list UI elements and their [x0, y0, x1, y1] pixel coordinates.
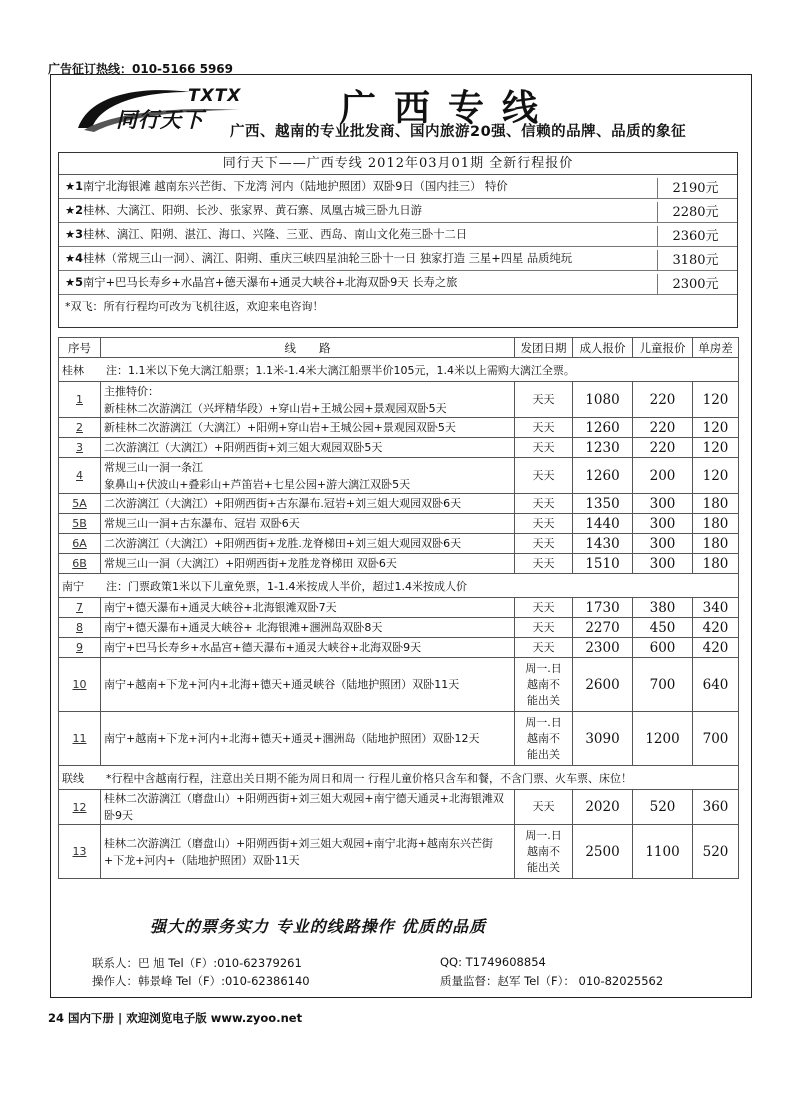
departure-cell — [515, 418, 573, 438]
section-note: *行程中含越南行程，注意出关日期不能为周日和周一 行程儿童价格只含车和餐，不含门票、火车票、床位！ — [106, 771, 632, 785]
single-supplement: 120 — [693, 438, 739, 458]
row-number: 1 — [59, 382, 101, 418]
departure-cell — [515, 790, 573, 825]
row-number: 7 — [59, 598, 101, 618]
promo-box — [58, 152, 738, 328]
brand-slogan: 广西、越南的专业批发商、国内旅游20强、信赖的品牌、品质的象征 — [230, 124, 687, 140]
route-line: 主推特价： — [104, 384, 159, 398]
child-price: 200 — [633, 458, 693, 494]
promo-item-text — [65, 247, 651, 271]
price-table — [58, 337, 739, 879]
row-number: 6B — [59, 554, 101, 574]
route-cell — [101, 438, 515, 458]
row-number: 10 — [59, 658, 101, 712]
table-row — [59, 438, 739, 458]
section-name: 联线 — [62, 771, 84, 785]
promo-heading: 同行天下——广西专线 2012年03月01期 全新行程报价 — [59, 153, 737, 175]
table-row — [59, 534, 739, 554]
table-header-row — [59, 338, 739, 358]
single-supplement: 360 — [693, 790, 739, 825]
table-row — [59, 790, 739, 825]
promo-item — [59, 175, 737, 199]
departure-cell — [515, 382, 573, 418]
row-number: 5A — [59, 494, 101, 514]
child-price: 1200 — [633, 712, 693, 766]
single-supplement: 340 — [693, 598, 739, 618]
col-header-single-supplement: 单房差 — [693, 338, 739, 358]
section-row — [59, 358, 739, 382]
departure-text: 天天 — [532, 468, 555, 482]
table-row — [59, 458, 739, 494]
section-row — [59, 574, 739, 598]
child-price: 600 — [633, 638, 693, 658]
route-line: 南宁+巴马长寿乡+水晶宫+德天瀑布+通灵大峡谷+北海双卧9天 — [104, 641, 422, 654]
child-price: 520 — [633, 790, 693, 825]
child-price: 1100 — [633, 825, 693, 879]
company-logo — [70, 84, 250, 134]
route-line: 二次游漓江（大漓江）+阳朔西街+龙胜.龙脊梯田+刘三姐大观园双卧6天 — [104, 537, 462, 550]
route-line: 南宁+越南+下龙+河内+北海+德天+通灵峡谷（陆地护照团）双卧11天 — [104, 678, 460, 691]
route-cell — [101, 554, 515, 574]
route-line: 南宁+德天瀑布+通灵大峡谷+北海银滩双卧7天 — [104, 601, 337, 614]
departure-text: 天天 — [532, 420, 555, 434]
adult-price: 2300 — [573, 638, 633, 658]
adult-price: 1260 — [573, 458, 633, 494]
departure-cell — [515, 712, 573, 766]
single-supplement: 520 — [693, 825, 739, 879]
table-row — [59, 825, 739, 879]
child-price: 300 — [633, 514, 693, 534]
brand-header — [60, 80, 750, 142]
route-cell — [101, 658, 515, 712]
departure-cell — [515, 514, 573, 534]
single-supplement: 120 — [693, 382, 739, 418]
departure-cell — [515, 458, 573, 494]
table-row — [59, 712, 739, 766]
col-header-child-price: 儿童报价 — [633, 338, 693, 358]
child-price: 450 — [633, 618, 693, 638]
route-cell — [101, 494, 515, 514]
table-row — [59, 554, 739, 574]
promo-item-text — [65, 199, 651, 223]
col-header-departure: 发团日期 — [515, 338, 573, 358]
promo-item — [59, 271, 737, 295]
promo-item-price: 3180元 — [657, 250, 733, 270]
promo-item-price: 2300元 — [657, 274, 733, 294]
departure-cell — [515, 825, 573, 879]
promo-item-mark: ★5 — [65, 276, 83, 289]
route-line: 桂林二次游漓江（磨盘山）+阳朔西街+刘三姐大观园+南宁北海+越南东兴芒街+下龙+河内+（陆地护照团）双卧11天 — [104, 836, 493, 867]
route-cell — [101, 638, 515, 658]
adult-price: 1350 — [573, 494, 633, 514]
promo-item-price: 2190元 — [657, 178, 733, 198]
adult-price: 1430 — [573, 534, 633, 554]
route-line: 常规三山一洞+古东瀑布、冠岩 双卧6天 — [104, 517, 300, 530]
promo-item-mark: ★3 — [65, 228, 83, 241]
route-line: 二次游漓江（大漓江）+阳朔西街+刘三姐大观园双卧5天 — [104, 441, 383, 454]
adult-price: 1260 — [573, 418, 633, 438]
adult-price: 1080 — [573, 382, 633, 418]
route-cell — [101, 618, 515, 638]
section-note-cell — [59, 574, 739, 598]
departure-text: 天天 — [532, 640, 555, 654]
route-line: 南宁+越南+下龙+河内+北海+德天+通灵+涠洲岛（陆地护照团）双卧12天 — [104, 732, 480, 745]
child-price: 220 — [633, 438, 693, 458]
adult-price: 1230 — [573, 438, 633, 458]
page-title: 广西专线 — [340, 87, 557, 129]
col-header-no: 序号 — [59, 338, 101, 358]
promo-item-mark: ★4 — [65, 252, 83, 265]
departure-text: 天天 — [532, 620, 555, 634]
row-number: 3 — [59, 438, 101, 458]
route-line: 常规三山一洞（大漓江）+阳朔西街+龙胜龙脊梯田 双卧6天 — [104, 557, 397, 570]
single-supplement: 180 — [693, 514, 739, 534]
promo-item — [59, 247, 737, 271]
col-header-adult-price: 成人报价 — [573, 338, 633, 358]
row-number: 5B — [59, 514, 101, 534]
row-number: 8 — [59, 618, 101, 638]
promo-item — [59, 223, 737, 247]
child-price: 300 — [633, 494, 693, 514]
single-supplement: 180 — [693, 554, 739, 574]
departure-text: 天天 — [532, 536, 555, 550]
child-price: 220 — [633, 382, 693, 418]
row-number: 2 — [59, 418, 101, 438]
promo-item-desc: 南宁北海银滩 越南东兴芒街、下龙湾 河内（陆地护照团）双卧9日（国内挂三） 特价 — [83, 180, 508, 193]
child-price: 700 — [633, 658, 693, 712]
adult-price: 2020 — [573, 790, 633, 825]
section-note-cell — [59, 766, 739, 790]
child-price: 300 — [633, 554, 693, 574]
single-supplement: 120 — [693, 458, 739, 494]
promo-item-desc: 南宁+巴马长寿乡+水晶宫+德天瀑布+通灵大峡谷+北海双卧9天 长寿之旅 — [83, 276, 458, 289]
route-cell — [101, 790, 515, 825]
promo-item-desc: 桂林、大漓江、阳朔、长沙、张家界、黄石寨、凤凰古城三卧九日游 — [83, 204, 422, 217]
departure-text: 天天 — [532, 496, 555, 510]
departure-cell — [515, 554, 573, 574]
adult-price: 2270 — [573, 618, 633, 638]
departure-cell — [515, 438, 573, 458]
departure-cell — [515, 638, 573, 658]
single-supplement: 700 — [693, 712, 739, 766]
row-number: 9 — [59, 638, 101, 658]
route-line: 桂林二次游漓江（磨盘山）+阳朔西街+刘三姐大观园+南宁德天通灵+北海银滩双卧9天 — [104, 792, 504, 822]
route-line: 南宁+德天瀑布+通灵大峡谷+ 北海银滩+涠洲岛双卧8天 — [104, 621, 383, 634]
promo-item-desc: 桂林（常规三山一洞）、漓江、阳朔、重庆三峡四星油轮三卧十一日 独家打造 三星+四星 品质纯玩 — [83, 252, 573, 265]
departure-cell — [515, 534, 573, 554]
table-row — [59, 618, 739, 638]
table-row — [59, 382, 739, 418]
child-price: 380 — [633, 598, 693, 618]
promo-item-text — [65, 271, 651, 295]
departure-cell — [515, 598, 573, 618]
qq-contact: QQ: T1749608854 — [440, 955, 546, 969]
promo-item — [59, 199, 737, 223]
table-row — [59, 658, 739, 712]
single-supplement: 120 — [693, 418, 739, 438]
promo-item-text — [65, 175, 651, 199]
single-supplement: 420 — [693, 618, 739, 638]
table-row — [59, 514, 739, 534]
section-name: 桂林 — [62, 363, 84, 377]
departure-cell — [515, 618, 573, 638]
route-cell — [101, 382, 515, 418]
table-row — [59, 418, 739, 438]
section-note: 注：门票政策1米以下儿童免票，1-1.4米按成人半价，超过1.4米按成人价 — [106, 579, 467, 593]
departure-cell — [515, 658, 573, 712]
single-supplement: 420 — [693, 638, 739, 658]
departure-text: 周一.日越南不能出关 — [525, 828, 562, 874]
promo-item-mark: ★1 — [65, 180, 83, 193]
adult-price: 2600 — [573, 658, 633, 712]
table-row — [59, 598, 739, 618]
table-row — [59, 638, 739, 658]
single-supplement: 180 — [693, 494, 739, 514]
row-number: 4 — [59, 458, 101, 494]
contact-person: 联系人：巴 旭 Tel（F）:010-62379261 — [92, 956, 302, 970]
route-line: 新桂林二次游漓江（兴坪精华段）+穿山岩+王城公园+景观园双卧5天 — [104, 401, 447, 415]
departure-text: 天天 — [532, 600, 555, 614]
table-row — [59, 494, 739, 514]
section-note-cell — [59, 358, 739, 382]
route-line: 常规三山一洞一条江 — [104, 460, 203, 474]
departure-text: 天天 — [532, 556, 555, 570]
promo-item-desc: 桂林、漓江、阳朔、湛江、海口、兴隆、三亚、西岛、南山文化苑三卧十二日 — [83, 228, 468, 241]
row-number: 6A — [59, 534, 101, 554]
route-line: 象鼻山+伏波山+叠彩山+芦笛岩+七星公园+游大漓江双卧5天 — [104, 477, 411, 491]
departure-cell — [515, 494, 573, 514]
adult-price: 1730 — [573, 598, 633, 618]
adult-price: 2500 — [573, 825, 633, 879]
child-price: 300 — [633, 534, 693, 554]
adult-price: 3090 — [573, 712, 633, 766]
promo-item-mark: ★2 — [65, 204, 83, 217]
route-line: 二次游漓江（大漓江）+阳朔西街+古东瀑布.冠岩+刘三姐大观园双卧6天 — [104, 497, 462, 510]
row-number: 11 — [59, 712, 101, 766]
section-note: 注：1.1米以下免大漓江船票；1.1米-1.4米大漓江船票半价105元，1.4米以上需购大漓江全票。 — [106, 363, 575, 377]
route-cell — [101, 825, 515, 879]
departure-text: 周一.日越南不能出关 — [525, 661, 562, 707]
single-supplement: 180 — [693, 534, 739, 554]
route-cell — [101, 598, 515, 618]
child-price: 220 — [633, 418, 693, 438]
col-header-route: 线 路 — [101, 338, 515, 358]
single-supplement: 640 — [693, 658, 739, 712]
route-cell — [101, 514, 515, 534]
departure-text: 天天 — [532, 392, 555, 406]
ad-hotline: 广告征订热线：010-5166 5969 — [48, 62, 234, 76]
adult-price: 1510 — [573, 554, 633, 574]
section-name: 南宁 — [62, 579, 84, 593]
adult-price: 1440 — [573, 514, 633, 534]
row-number: 13 — [59, 825, 101, 879]
departure-text: 周一.日越南不能出关 — [525, 715, 562, 761]
page-footer: 24 国内下册 | 欢迎浏览电子版 www.zyoo.net — [48, 1011, 303, 1025]
logo-chinese-text: 同行天下 — [116, 108, 204, 132]
bottom-slogan: 强大的票务实力 专业的线路操作 优质的品质 — [150, 917, 487, 936]
promo-item-price: 2360元 — [657, 226, 733, 246]
route-line: 新桂林二次游漓江（大漓江）+阳朔+穿山岩+王城公园+景观园双卧5天 — [104, 421, 456, 434]
quality-supervisor: 质量监督：赵军 Tel（F）： 010-82025562 — [440, 974, 664, 988]
departure-text: 天天 — [532, 516, 555, 530]
operator-contact: 操作人：韩景峰 Tel（F）:010-62386140 — [92, 974, 310, 988]
promo-item-text — [65, 223, 651, 247]
route-cell — [101, 418, 515, 438]
route-cell — [101, 534, 515, 554]
route-cell — [101, 458, 515, 494]
promo-note: *双飞：所有行程均可改为飞机往返，欢迎来电咨询！ — [65, 300, 324, 313]
departure-text: 天天 — [532, 800, 555, 813]
row-number: 12 — [59, 790, 101, 825]
promo-item-price: 2280元 — [657, 202, 733, 222]
logo-latin-text: TXTX — [188, 86, 242, 106]
route-cell — [101, 712, 515, 766]
departure-text: 天天 — [532, 440, 555, 454]
section-row — [59, 766, 739, 790]
